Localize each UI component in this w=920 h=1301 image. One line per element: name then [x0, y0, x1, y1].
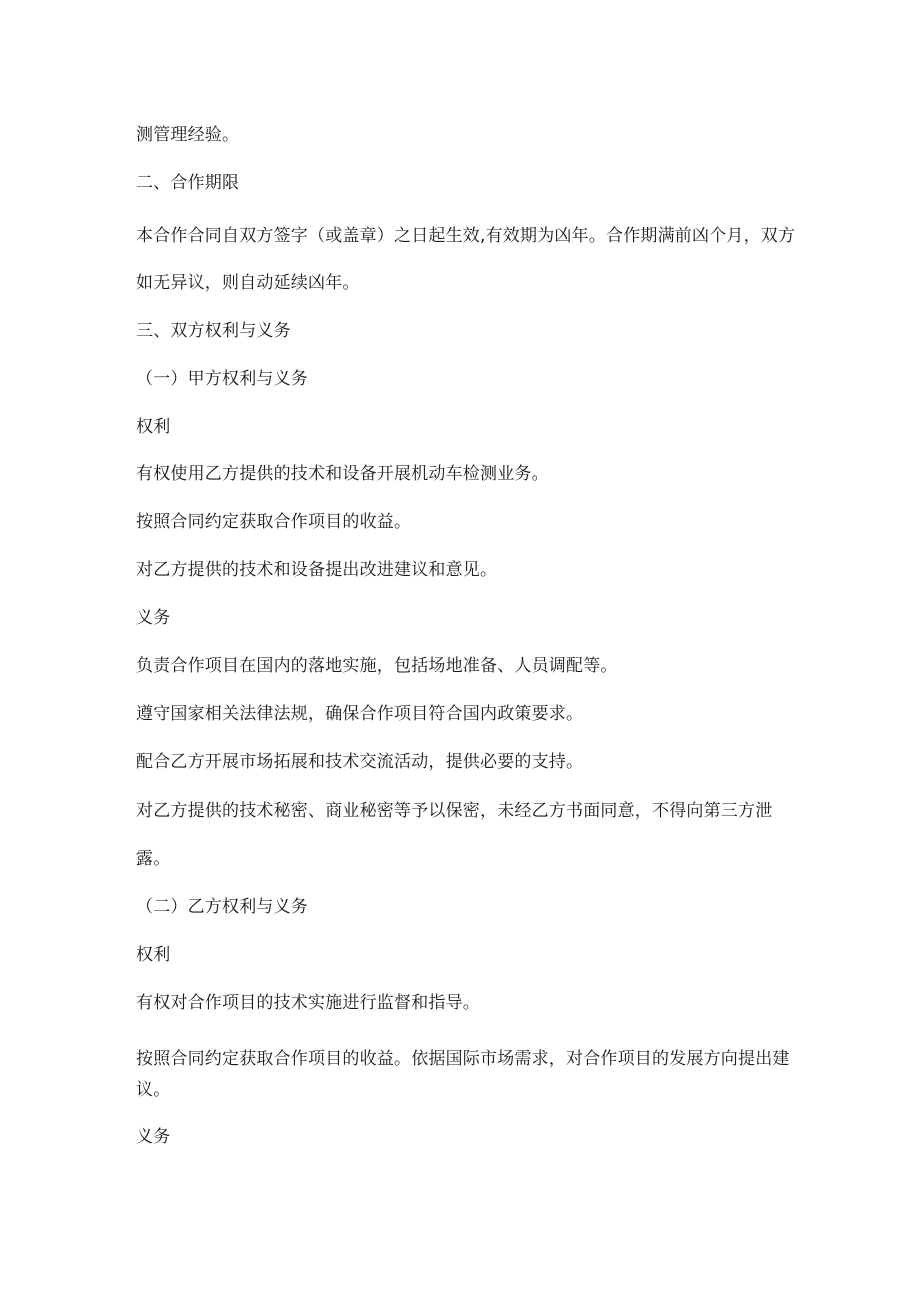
label-rights-party-a: 权利	[136, 417, 171, 437]
section-heading-cooperation-period: 二、合作期限	[136, 173, 240, 193]
list-item-party-b-right-2: 按照合同约定获取合作项目的收益。依据国际市场需求，对合作项目的发展方向提出建	[136, 1049, 790, 1069]
label-obligations-party-b: 义务	[136, 1127, 171, 1147]
list-item-party-a-right-3: 对乙方提供的技术和设备提出改进建议和意见。	[136, 560, 498, 580]
list-item-party-a-obligation-4-wrap: 露。	[136, 849, 171, 869]
list-item-party-a-obligation-3: 配合乙方开展市场拓展和技术交流活动，提供必要的支持。	[136, 752, 584, 772]
label-obligations-party-a: 义务	[136, 608, 171, 628]
list-item-party-a-obligation-4: 对乙方提供的技术秘密、商业秘密等予以保密，未经乙方书面同意，不得向第三方泄	[136, 801, 773, 821]
list-item-party-a-right-2: 按照合同约定获取合作项目的收益。	[136, 512, 412, 532]
section-heading-rights-obligations: 三、双方权利与义务	[136, 321, 291, 341]
list-item-party-a-obligation-2: 遵守国家相关法律法规，确保合作项目符合国内政策要求。	[136, 704, 584, 724]
text-line-validity: 本合作合同自双方签字（或盖章）之日起生效,有效期为凶年。合作期满前凶个月，双方	[136, 226, 796, 246]
list-item-party-b-right-2-wrap: 议。	[136, 1080, 171, 1100]
list-item-party-b-right-1: 有权对合作项目的技术实施进行监督和指导。	[136, 993, 480, 1013]
subsection-heading-party-a: （一）甲方权利与义务	[136, 369, 308, 389]
list-item-party-a-obligation-1: 负责合作项目在国内的落地实施，包括场地准备、人员调配等。	[136, 656, 618, 676]
list-item-party-a-right-1: 有权使用乙方提供的技术和设备开展机动车检测业务。	[136, 464, 549, 484]
subsection-heading-party-b: （二）乙方权利与义务	[136, 897, 308, 917]
text-line-auto-renewal: 如无异议，则自动延续凶年。	[136, 273, 360, 293]
text-line-continuation: 测管理经验。	[136, 125, 240, 145]
label-rights-party-b: 权利	[136, 945, 171, 965]
